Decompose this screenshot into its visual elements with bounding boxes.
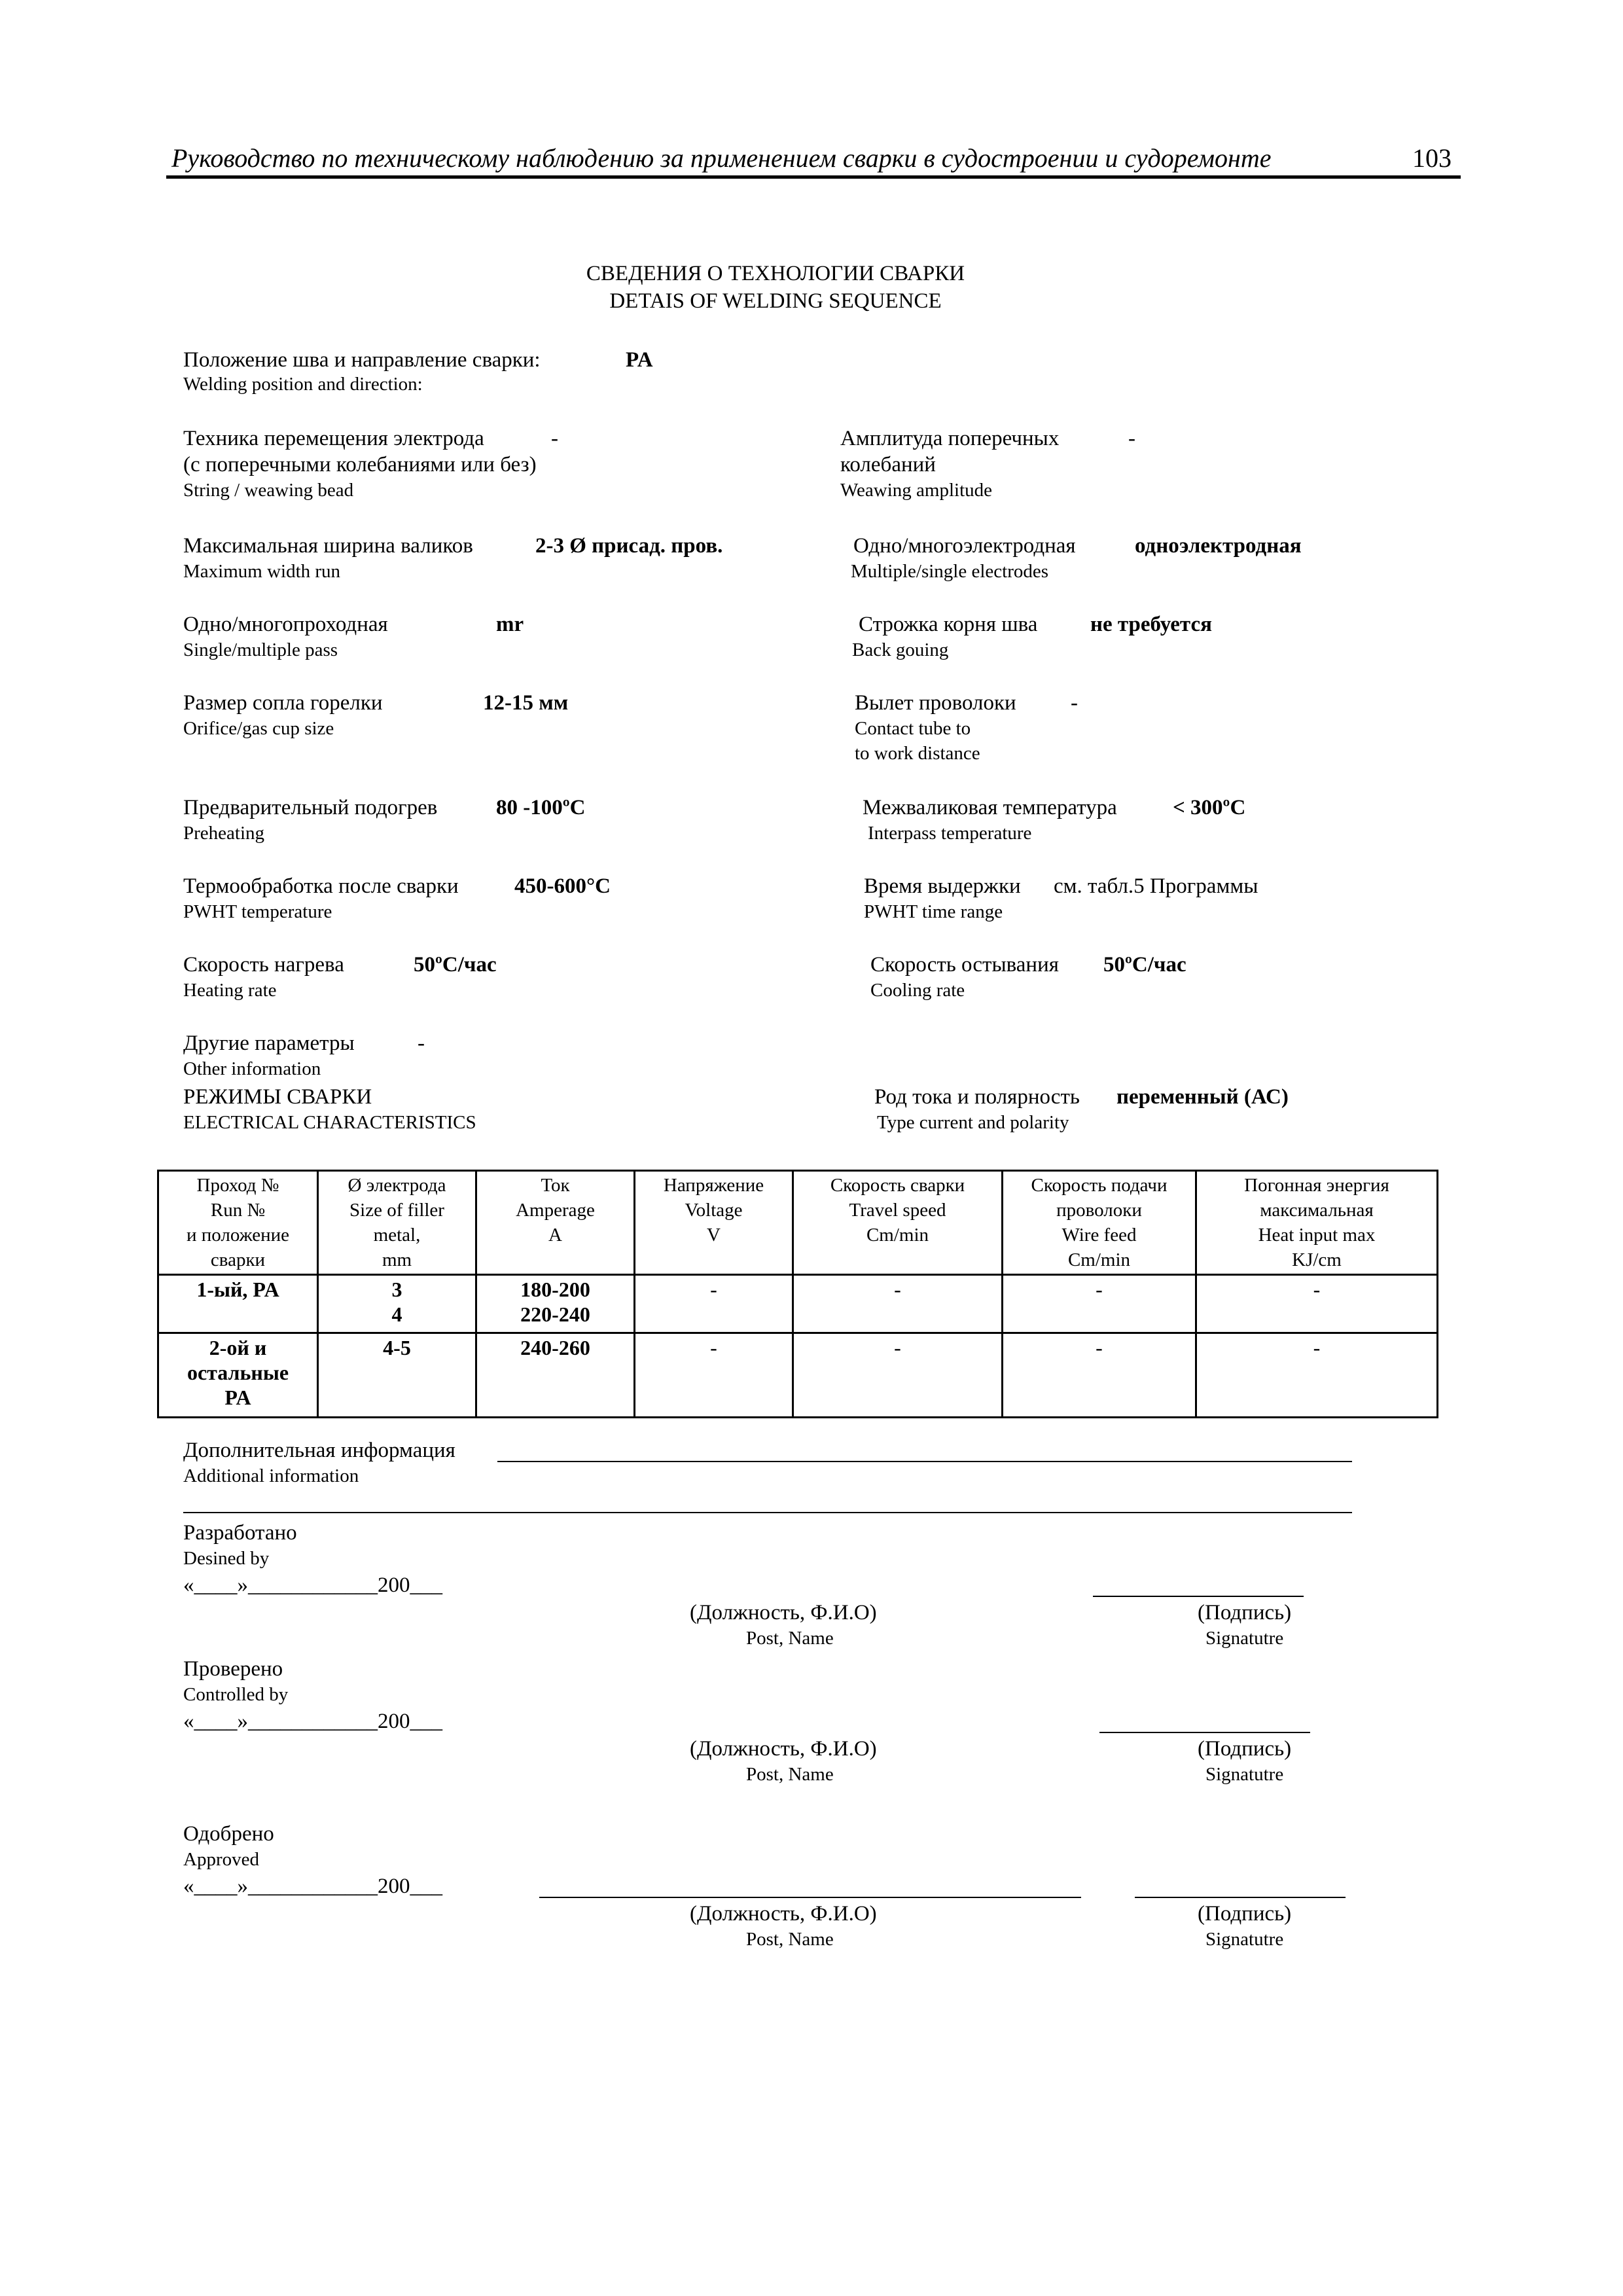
position-label-en: Welding position and direction: — [183, 374, 423, 395]
additional-line-2 — [183, 1512, 1352, 1513]
doc-title-en: DETAIS OF WELDING SEQUENCE — [609, 289, 942, 313]
table-cell: 1-ый, PA — [158, 1275, 318, 1333]
pwht-label-en: PWHT temperature — [183, 901, 332, 922]
technique-label-en: String / weawing bead — [183, 480, 354, 501]
position-label-ru: Положение шва и направление сварки: — [183, 348, 541, 372]
cup-size-label-ru: Размер сопла горелки — [183, 691, 383, 715]
table-header-line: Скорость подачи — [1031, 1175, 1168, 1196]
table-header-line: сварки — [210, 1249, 266, 1270]
cup-size-label-en: Orifice/gas cup size — [183, 718, 334, 739]
amplitude-label-en: Weawing amplitude — [840, 480, 993, 501]
additional-label-ru: Дополнительная информация — [183, 1439, 455, 1462]
electrodes-label-ru: Одно/многоэлектродная — [853, 534, 1076, 558]
approved-label-en: Approved — [183, 1849, 259, 1870]
back-gouging-value: не требуется — [1090, 613, 1213, 636]
table-header-line: metal, — [373, 1225, 421, 1246]
heating-label-en: Heating rate — [183, 980, 277, 1001]
designed-post-en: Post, Name — [746, 1628, 834, 1649]
table-header-line: Скорость сварки — [830, 1175, 965, 1196]
table-row — [158, 1333, 1438, 1418]
preheating-value: 80 -100ºС — [496, 796, 586, 819]
doc-title-ru: СВЕДЕНИЯ О ТЕХНОЛОГИИ СВАРКИ — [586, 262, 965, 285]
stickout-label-ru: Вылет проволоки — [855, 691, 1016, 715]
table-cell: - — [635, 1333, 793, 1418]
approved-post-ru: (Должность, Ф.И.О) — [690, 1902, 877, 1926]
table-cell: 240-260 — [476, 1333, 635, 1418]
table-header-line: Size of filler — [349, 1200, 444, 1221]
pwht-time-value: см. табл.5 Программы — [1054, 874, 1258, 898]
running-header: Руководство по техническому наблюдению за применением сварки в судостроении и судоремонте — [171, 143, 1272, 173]
table-header-cell — [318, 1171, 476, 1275]
stickout-label-en2: to work distance — [855, 743, 980, 764]
controlled-post-en: Post, Name — [746, 1764, 834, 1785]
pass-value: mr — [496, 613, 524, 636]
table-header-line: Travel speed — [849, 1200, 946, 1221]
approved-label-ru: Одобрено — [183, 1822, 274, 1846]
pwht-label-ru: Термообработка после сварки — [183, 874, 459, 898]
table-header-cell — [1196, 1171, 1438, 1275]
table-header-line: Проход № — [196, 1175, 279, 1196]
cooling-label-ru: Скорость остывания — [870, 953, 1059, 977]
table-header-cell — [635, 1171, 793, 1275]
pass-label-ru: Одно/многопроходная — [183, 613, 388, 636]
designed-label-ru: Разработано — [183, 1521, 297, 1545]
table-header-line: mm — [382, 1249, 412, 1270]
table-cell: - — [793, 1275, 1003, 1333]
preheating-label-en: Preheating — [183, 823, 265, 844]
approved-sign-en: Signatutre — [1205, 1929, 1284, 1950]
max-width-label-ru: Максимальная ширина валиков — [183, 534, 473, 558]
amplitude-label-ru2: колебаний — [840, 453, 936, 476]
cooling-value: 50ºС/час — [1103, 953, 1186, 977]
designed-date-field: «____»____________200___ — [183, 1573, 442, 1597]
electrical-title-ru: РЕЖИМЫ СВАРКИ — [183, 1085, 372, 1109]
controlled-sign-en: Signatutre — [1205, 1764, 1284, 1785]
table-cell: - — [1196, 1333, 1438, 1418]
table-cell: - — [1003, 1333, 1196, 1418]
cooling-label-en: Cooling rate — [870, 980, 965, 1001]
pwht-value: 450-600°С — [514, 874, 611, 898]
table-header-line: Heat input max — [1258, 1225, 1376, 1246]
welding-parameters-table — [157, 1170, 1438, 1418]
interpass-label-en: Interpass temperature — [868, 823, 1032, 844]
controlled-sign-ru: (Подпись) — [1198, 1737, 1292, 1761]
table-cell: 180-200 220-240 — [476, 1275, 635, 1333]
table-header-cell — [1003, 1171, 1196, 1275]
table-header-line: Amperage — [516, 1200, 595, 1221]
table-header-row — [158, 1171, 1438, 1275]
technique-value: - — [551, 427, 558, 450]
table-header-line: и положение — [186, 1225, 290, 1246]
max-width-label-en: Maximum width run — [183, 561, 341, 582]
electrodes-label-en: Multiple/single electrodes — [851, 561, 1049, 582]
other-value: - — [418, 1031, 425, 1055]
header-rule — [166, 175, 1461, 179]
preheating-label-ru: Предварительный подогрев — [183, 796, 438, 819]
electrodes-value: одноэлектродная — [1135, 534, 1302, 558]
table-cell: 4-5 — [318, 1333, 476, 1418]
pwht-time-label-en: PWHT time range — [864, 901, 1003, 922]
back-gouging-label-en: Back gouing — [852, 639, 949, 660]
stickout-value: - — [1071, 691, 1078, 715]
table-header-line: проволоки — [1056, 1200, 1142, 1221]
position-value: PA — [626, 348, 653, 372]
table-cell: - — [1196, 1275, 1438, 1333]
table-header-line: Напряжение — [663, 1175, 764, 1196]
controlled-label-ru: Проверено — [183, 1657, 283, 1681]
table-header-line: Cm/min — [1067, 1249, 1131, 1270]
other-label-en: Other information — [183, 1058, 321, 1079]
table-header-line: Wire feed — [1061, 1225, 1137, 1246]
pwht-time-label-ru: Время выдержки — [864, 874, 1021, 898]
stickout-label-en: Contact tube to — [855, 718, 971, 739]
approved-date-field: «____»____________200___ — [183, 1874, 442, 1898]
approved-sign-line — [1135, 1897, 1346, 1898]
table-header-line: Погонная энергия — [1244, 1175, 1389, 1196]
interpass-label-ru: Межваликовая температура — [863, 796, 1117, 819]
interpass-value: < 300ºС — [1173, 796, 1246, 819]
max-width-value: 2-3 Ø присад. пров. — [535, 534, 723, 558]
table-cell: - — [1003, 1275, 1196, 1333]
table-header-line: Voltage — [685, 1200, 743, 1221]
designed-sign-line — [1093, 1596, 1304, 1597]
table-header-line: Cm/min — [866, 1225, 929, 1246]
controlled-date-field: «____»____________200___ — [183, 1710, 442, 1733]
controlled-label-en: Controlled by — [183, 1684, 289, 1705]
current-label-en: Type current and polarity — [877, 1112, 1069, 1133]
table-cell: 2-ой и остальные PA — [158, 1333, 318, 1418]
approved-sign-ru: (Подпись) — [1198, 1902, 1292, 1926]
page-number: 103 — [1412, 143, 1452, 173]
approved-post-en: Post, Name — [746, 1929, 834, 1950]
cup-size-value: 12-15 мм — [483, 691, 569, 715]
table-header-line: Ток — [541, 1175, 570, 1196]
pass-label-en: Single/multiple pass — [183, 639, 338, 660]
current-label-ru: Род тока и полярность — [874, 1085, 1080, 1109]
technique-label-ru: Техника перемещения электрода — [183, 427, 484, 450]
designed-post-ru: (Должность, Ф.И.О) — [690, 1601, 877, 1624]
table-cell: - — [793, 1333, 1003, 1418]
technique-label-ru2: (с поперечными колебаниями или без) — [183, 453, 537, 476]
heating-value: 50ºС/час — [414, 953, 497, 977]
heating-label-ru: Скорость нагрева — [183, 953, 344, 977]
other-label-ru: Другие параметры — [183, 1031, 355, 1055]
table-header-line: KJ/cm — [1292, 1249, 1342, 1270]
amplitude-label-ru: Амплитуда поперечных — [840, 427, 1060, 450]
controlled-sign-line — [1099, 1732, 1310, 1733]
designed-sign-ru: (Подпись) — [1198, 1601, 1292, 1624]
table-cell: 3 4 — [318, 1275, 476, 1333]
table-header-line: Run № — [210, 1200, 266, 1221]
amplitude-value: - — [1128, 427, 1135, 450]
designed-label-en: Desined by — [183, 1548, 270, 1569]
back-gouging-label-ru: Строжка корня шва — [859, 613, 1038, 636]
designed-sign-en: Signatutre — [1205, 1628, 1284, 1649]
additional-label-en: Additional information — [183, 1465, 359, 1486]
table-row — [158, 1275, 1438, 1333]
table-header-line: V — [707, 1225, 721, 1246]
electrical-title-en: ELECTRICAL CHARACTERISTICS — [183, 1112, 476, 1133]
approved-post-line — [539, 1897, 1081, 1898]
current-value: переменный (АС) — [1116, 1085, 1289, 1109]
table-header-line: Ø электрода — [348, 1175, 446, 1196]
table-header-line: A — [548, 1225, 562, 1246]
table-header-cell — [476, 1171, 635, 1275]
table-header-cell — [158, 1171, 318, 1275]
table-header-line: максимальная — [1260, 1200, 1374, 1221]
controlled-post-ru: (Должность, Ф.И.О) — [690, 1737, 877, 1761]
additional-line — [497, 1461, 1352, 1462]
table-cell: - — [635, 1275, 793, 1333]
table-header-cell — [793, 1171, 1003, 1275]
